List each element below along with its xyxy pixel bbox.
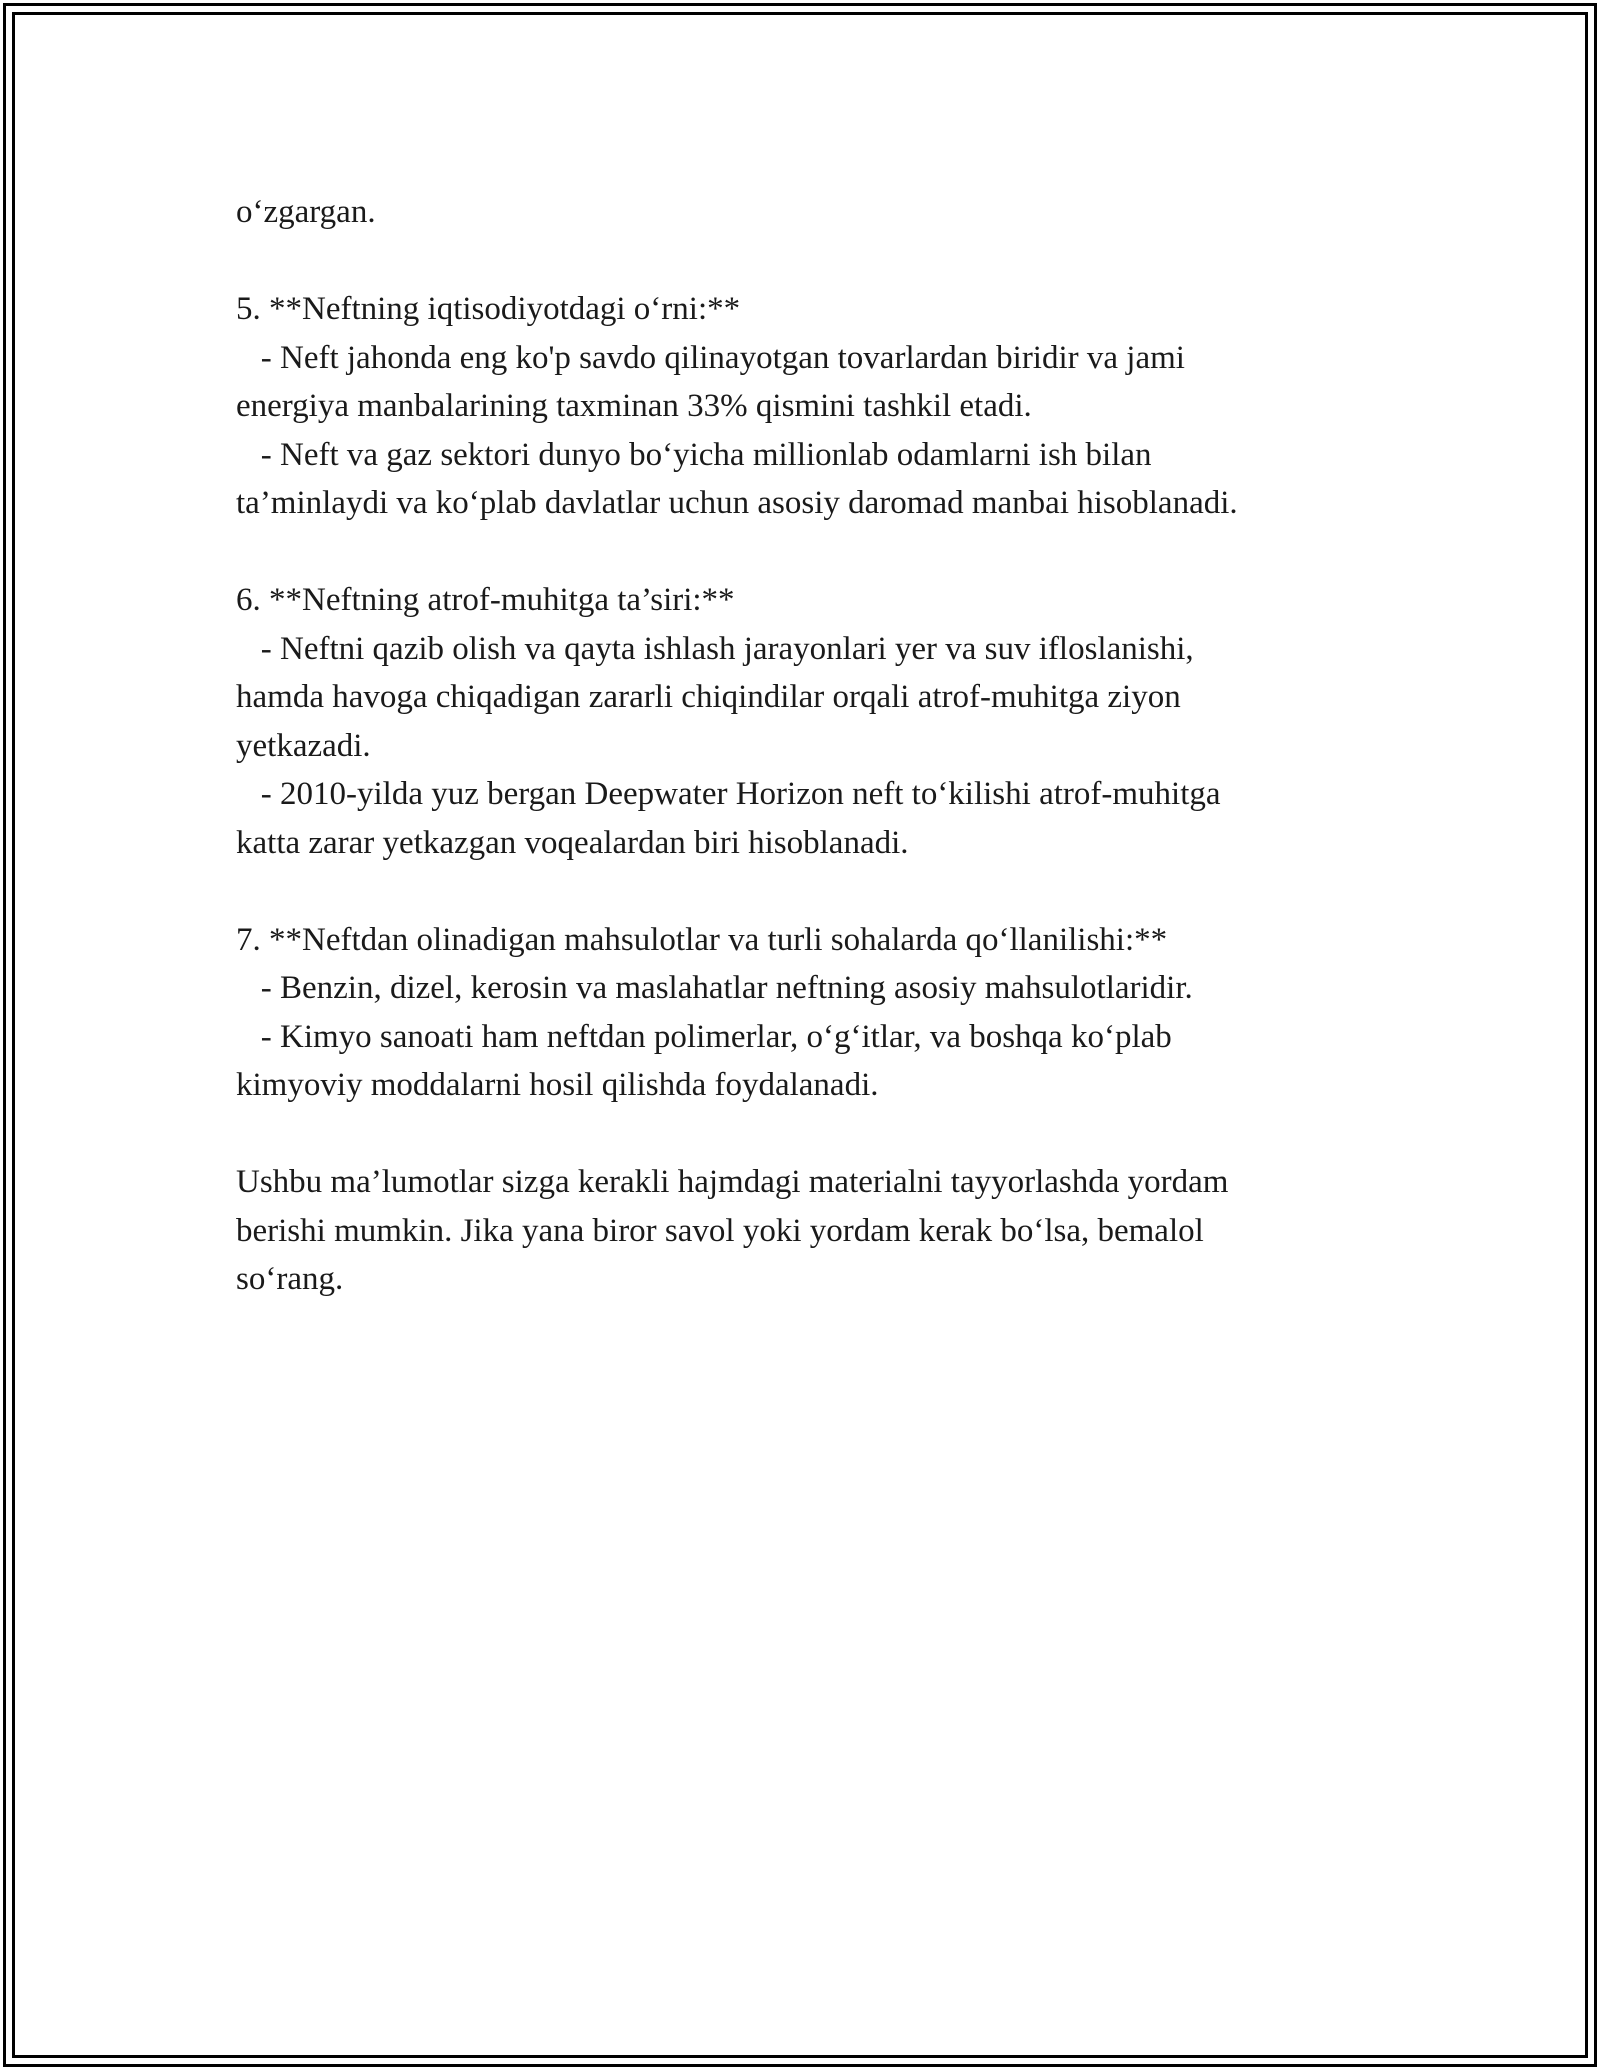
text-line: - Neft va gaz sektori dunyo bo‘yicha millionlab odamlarni ish bilan	[236, 436, 1152, 473]
text-line: yetkazadi.	[236, 727, 371, 764]
text-line: energiya manbalarining taxminan 33% qismini tashkil etadi.	[236, 388, 1032, 424]
text-line: hamda havoga chiqadigan zararli chiqindilar orqali atrof-muhitga ziyon	[236, 679, 1181, 715]
text-line: - Kimyo sanoati ham neftdan polimerlar, o‘g‘itlar, va boshqa ko‘plab	[236, 1018, 1172, 1055]
blank-line	[236, 1110, 1416, 1159]
text-line: kimyoviy moddalarni hosil qilishda foydalanadi.	[236, 1067, 879, 1103]
closing-paragraph-line: so‘rang.	[236, 1261, 344, 1297]
text-line: katta zarar yetkazgan voqealardan biri hisoblanadi.	[236, 824, 909, 861]
text-line: o‘zgargan.	[236, 194, 376, 230]
text-line: - Benzin, dizel, kerosin va maslahatlar neftning asosiy mahsulotlaridir.	[236, 970, 1193, 1006]
blank-line	[236, 867, 1416, 916]
text-line: - Neft jahonda eng ko'p savdo qilinayotgan tovarlardan biridir va jami	[236, 339, 1185, 376]
section-heading-economy: 5. **Neftning iqtisodiyotdagi o‘rni:**	[236, 291, 741, 327]
section-heading-products: 7. **Neftdan olinadigan mahsulotlar va turli sohalarda qo‘llanilishi:**	[236, 921, 1168, 958]
blank-line	[236, 528, 1416, 577]
blank-line	[236, 237, 1416, 286]
closing-paragraph-line: berishi mumkin. Jika yana biror savol yoki yordam kerak bo‘lsa, bemalol	[236, 1212, 1204, 1249]
closing-paragraph-line: Ushbu ma’lumotlar sizga kerakli hajmdagi materialni tayyorlashda yordam	[236, 1164, 1229, 1200]
text-line: ta’minlaydi va ko‘plab davlatlar uchun asosiy daromad manbai hisoblanadi.	[236, 485, 1238, 521]
text-line: - Neftni qazib olish va qayta ishlash jarayonlari yer va suv ifloslanishi,	[236, 630, 1194, 667]
document-body	[236, 188, 1416, 1304]
text-line: - 2010-yilda yuz bergan Deepwater Horizon neft to‘kilishi atrof-muhitga	[236, 776, 1221, 812]
section-heading-environment: 6. **Neftning atrof-muhitga ta’siri:**	[236, 582, 735, 618]
